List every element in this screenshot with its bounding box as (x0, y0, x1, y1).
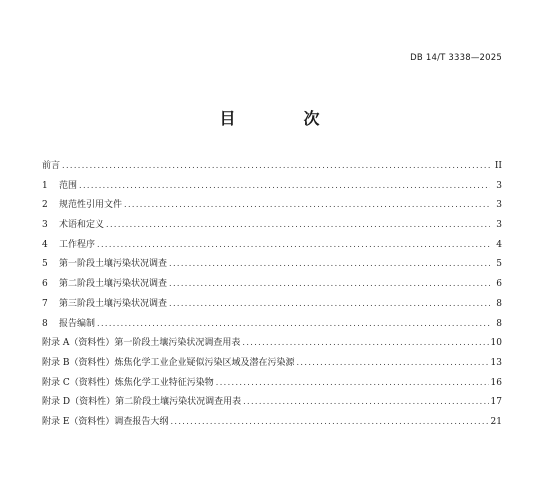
toc-leader-dots (106, 220, 490, 229)
toc-entry-number: 1 (42, 180, 48, 191)
toc-entry-appendix-e[interactable] (42, 414, 502, 434)
toc-entry-label: 附录 E（资料性）调查报告大纲 (42, 416, 169, 427)
toc-leader-dots (79, 181, 490, 190)
toc-entry-4[interactable] (42, 237, 502, 257)
toc-entry-appendix-d[interactable] (42, 394, 502, 414)
toc-leader-dots (169, 299, 490, 308)
toc-leader-dots (124, 200, 490, 209)
toc-entry-number: 6 (42, 279, 48, 290)
toc-entry-number: 5 (42, 259, 48, 270)
toc-entry-page: 3 (496, 220, 502, 231)
table-of-contents (42, 158, 502, 434)
toc-entry-5[interactable] (42, 256, 502, 276)
toc-entry-page: 13 (490, 357, 502, 368)
standard-code: DB 14/T 3338—2025 (410, 53, 502, 63)
toc-leader-dots (97, 319, 490, 328)
toc-leader-dots (62, 161, 490, 170)
toc-leader-dots (169, 279, 490, 288)
toc-entry-label: 第一阶段土壤污染状况调查 (59, 259, 168, 270)
toc-entry-1[interactable] (42, 178, 502, 198)
toc-entry-page: 21 (490, 416, 502, 427)
toc-entry-page: 6 (496, 279, 502, 290)
toc-entry-page: 10 (490, 338, 502, 349)
toc-leader-dots (296, 358, 488, 367)
toc-leader-dots (170, 417, 488, 426)
toc-entry-3[interactable] (42, 217, 502, 237)
toc-entry-number: 7 (42, 298, 48, 309)
toc-entry-appendix-b[interactable] (42, 355, 502, 375)
toc-entry-6[interactable] (42, 276, 502, 296)
toc-entry-8[interactable] (42, 316, 502, 336)
toc-entry-number: 2 (42, 200, 48, 211)
toc-entry-number: 4 (42, 239, 48, 250)
toc-entry-label: 第三阶段土壤污染状况调查 (59, 298, 168, 309)
toc-entry-7[interactable] (42, 296, 502, 316)
toc-entry-label: 附录 B（资料性）炼焦化学工业企业疑似污染区域及潜在污染源 (42, 357, 295, 368)
toc-entry-label: 附录 D（资料性）第二阶段土壤污染状况调查用表 (42, 397, 242, 408)
toc-entry-label: 附录 A（资料性）第一阶段土壤污染状况调查用表 (42, 338, 241, 349)
page-title: 目 次 (219, 109, 346, 128)
toc-leader-dots (169, 259, 490, 268)
toc-entry-label: 前言 (42, 161, 61, 171)
toc-entry-page: 16 (490, 377, 502, 388)
toc-leader-dots (97, 240, 490, 249)
toc-entry-page: 8 (496, 318, 502, 329)
toc-entry-page: II (494, 161, 502, 171)
toc-entry-page: 3 (496, 200, 502, 211)
toc-entry-page: 17 (490, 397, 502, 408)
toc-entry-page: 3 (496, 180, 502, 191)
toc-entry-label: 规范性引用文件 (59, 200, 123, 211)
toc-entry-number: 8 (42, 318, 48, 329)
toc-entry-number: 3 (42, 220, 48, 231)
toc-entry-page: 4 (496, 239, 502, 250)
toc-entry-page: 8 (496, 298, 502, 309)
toc-entry-label: 附录 C（资料性）炼焦化学工业特征污染物 (42, 377, 214, 388)
toc-entry-label: 工作程序 (59, 239, 96, 250)
toc-entry-label: 第二阶段土壤污染状况调查 (59, 279, 168, 290)
toc-entry-appendix-a[interactable] (42, 335, 502, 355)
toc-leader-dots (242, 338, 488, 347)
toc-entry-appendix-c[interactable] (42, 375, 502, 395)
toc-leader-dots (216, 378, 489, 387)
toc-leader-dots (243, 397, 488, 406)
toc-entry-page: 5 (496, 259, 502, 270)
toc-entry-label: 术语和定义 (59, 220, 105, 231)
toc-entry-label: 报告编制 (59, 318, 96, 329)
toc-entry-foreword[interactable] (42, 158, 502, 178)
toc-entry-label: 范围 (59, 180, 78, 191)
toc-entry-2[interactable] (42, 197, 502, 217)
